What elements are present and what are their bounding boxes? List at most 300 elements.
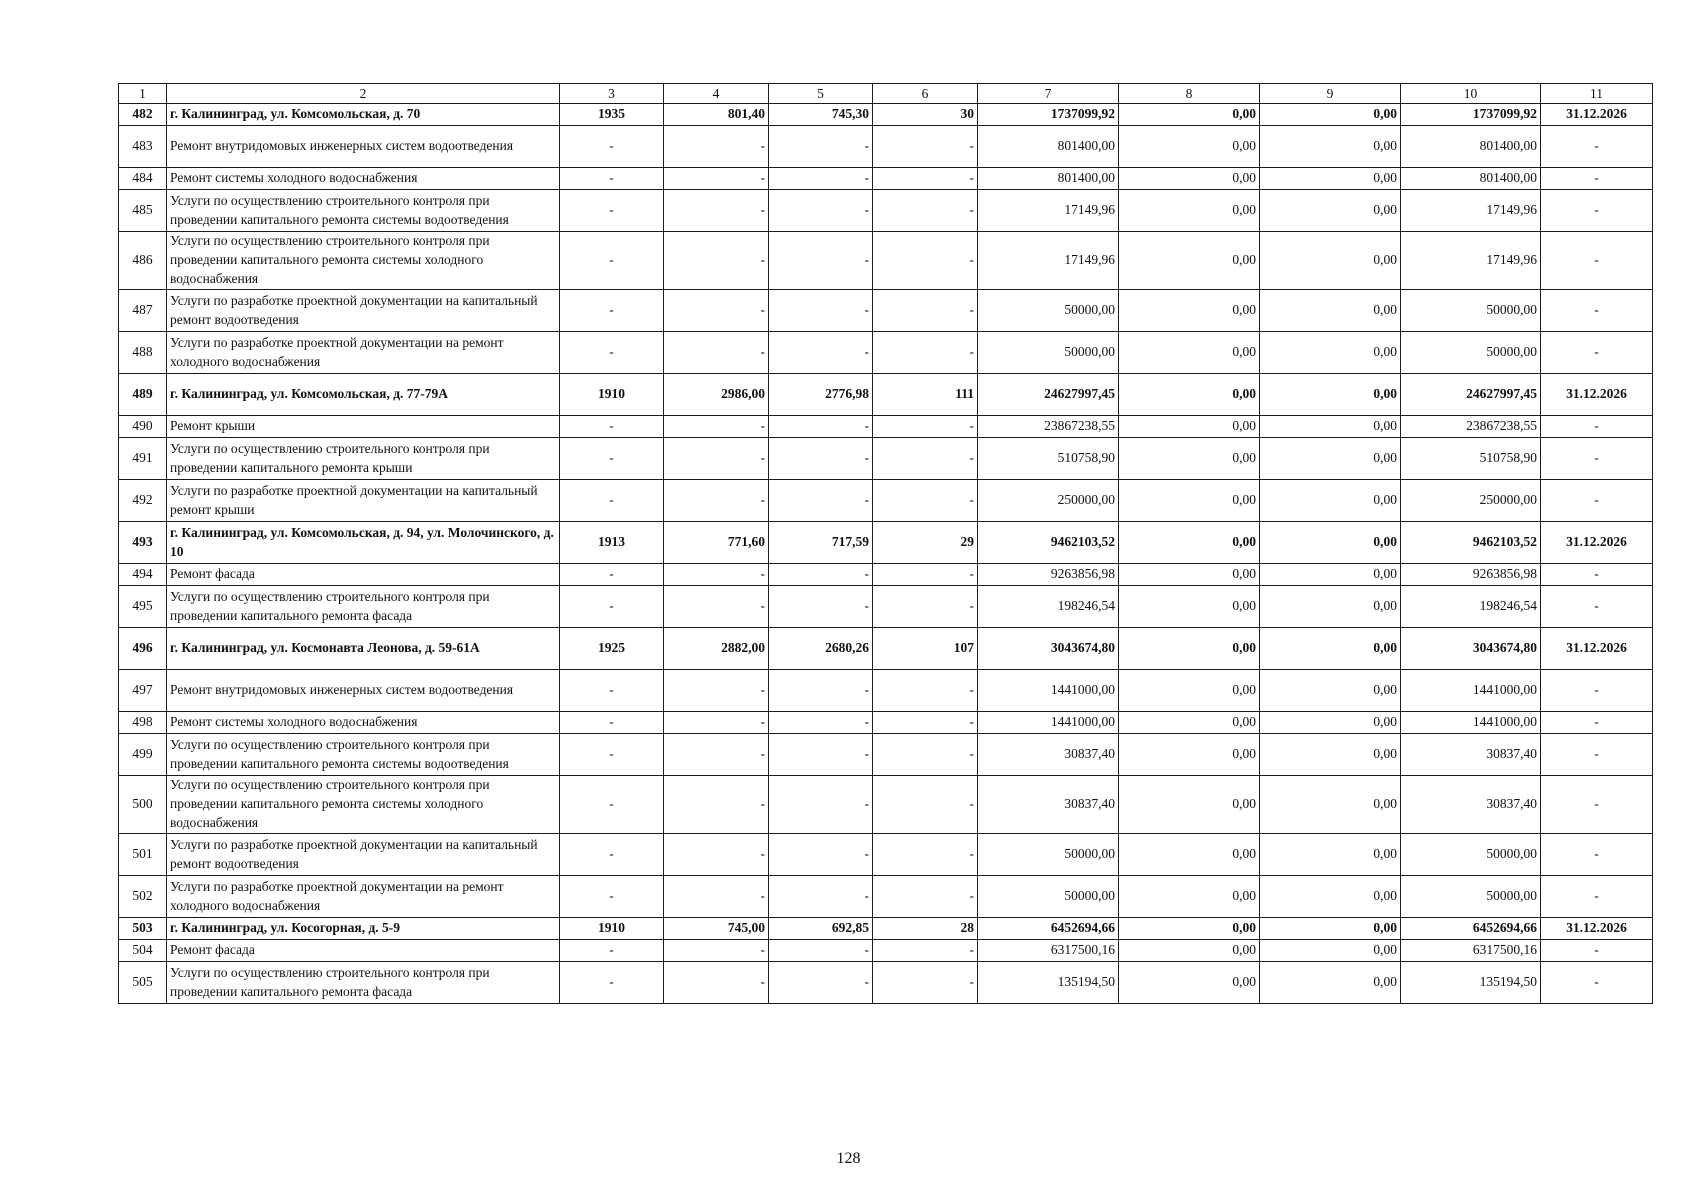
table-body bbox=[119, 84, 1653, 1004]
item-name-cell: Услуги по осуществлению строительного контроля при проведении капитального ремонта фасада bbox=[167, 962, 560, 1004]
col9-cell: 0,00 bbox=[1260, 628, 1401, 670]
col4-cell: - bbox=[664, 670, 769, 712]
row-number-cell: 483 bbox=[119, 126, 167, 168]
col6-cell: - bbox=[873, 670, 978, 712]
col5-cell: - bbox=[769, 776, 873, 834]
item-name-cell: Ремонт фасада bbox=[167, 564, 560, 586]
col8-cell: 0,00 bbox=[1119, 586, 1260, 628]
col3-cell: - bbox=[560, 232, 664, 290]
col9-cell: 0,00 bbox=[1260, 232, 1401, 290]
col4-cell: - bbox=[664, 564, 769, 586]
col7-cell: 30837,40 bbox=[978, 734, 1119, 776]
col10-cell: 50000,00 bbox=[1401, 290, 1541, 332]
col8-cell: 0,00 bbox=[1119, 564, 1260, 586]
col9-cell: 0,00 bbox=[1260, 586, 1401, 628]
col6-cell: 107 bbox=[873, 628, 978, 670]
col11-cell: - bbox=[1541, 586, 1653, 628]
work-item-row bbox=[119, 876, 1653, 918]
col6-cell: - bbox=[873, 290, 978, 332]
col10-cell: 50000,00 bbox=[1401, 834, 1541, 876]
row-number-cell: 491 bbox=[119, 438, 167, 480]
item-name-cell: г. Калининград, ул. Косогорная, д. 5-9 bbox=[167, 918, 560, 940]
col6-cell: - bbox=[873, 126, 978, 168]
col11-cell: - bbox=[1541, 564, 1653, 586]
col5-cell: - bbox=[769, 168, 873, 190]
col5-cell: - bbox=[769, 480, 873, 522]
col4-cell: 801,40 bbox=[664, 104, 769, 126]
col7-cell: 6452694,66 bbox=[978, 918, 1119, 940]
work-item-row bbox=[119, 734, 1653, 776]
col4-cell: - bbox=[664, 290, 769, 332]
col5-cell: - bbox=[769, 834, 873, 876]
page-number: 128 bbox=[836, 1150, 861, 1167]
col4-cell: - bbox=[664, 734, 769, 776]
row-number-cell: 493 bbox=[119, 522, 167, 564]
col3-cell: 1935 bbox=[560, 104, 664, 126]
col8-cell: 0,00 bbox=[1119, 438, 1260, 480]
col9-cell: 0,00 bbox=[1260, 438, 1401, 480]
column-number: 5 bbox=[769, 84, 873, 104]
col6-cell: 111 bbox=[873, 374, 978, 416]
column-number-row bbox=[119, 84, 1653, 104]
item-name-cell: Услуги по разработке проектной документации на ремонт холодного водоснабжения bbox=[167, 876, 560, 918]
col11-cell: - bbox=[1541, 438, 1653, 480]
col7-cell: 17149,96 bbox=[978, 190, 1119, 232]
col10-cell: 9263856,98 bbox=[1401, 564, 1541, 586]
col5-cell: - bbox=[769, 670, 873, 712]
col5-cell: - bbox=[769, 232, 873, 290]
col9-cell: 0,00 bbox=[1260, 374, 1401, 416]
col4-cell: 2986,00 bbox=[664, 374, 769, 416]
col6-cell: 28 bbox=[873, 918, 978, 940]
col9-cell: 0,00 bbox=[1260, 712, 1401, 734]
col3-cell: 1925 bbox=[560, 628, 664, 670]
col9-cell: 0,00 bbox=[1260, 940, 1401, 962]
col3-cell: 1910 bbox=[560, 918, 664, 940]
col8-cell: 0,00 bbox=[1119, 104, 1260, 126]
col6-cell: - bbox=[873, 232, 978, 290]
work-item-row bbox=[119, 168, 1653, 190]
col3-cell: - bbox=[560, 126, 664, 168]
col3-cell: - bbox=[560, 712, 664, 734]
col9-cell: 0,00 bbox=[1260, 776, 1401, 834]
col7-cell: 17149,96 bbox=[978, 232, 1119, 290]
col10-cell: 198246,54 bbox=[1401, 586, 1541, 628]
column-number: 4 bbox=[664, 84, 769, 104]
item-name-cell: Ремонт фасада bbox=[167, 940, 560, 962]
col7-cell: 30837,40 bbox=[978, 776, 1119, 834]
col6-cell: - bbox=[873, 480, 978, 522]
col11-cell: 31.12.2026 bbox=[1541, 522, 1653, 564]
col10-cell: 250000,00 bbox=[1401, 480, 1541, 522]
col9-cell: 0,00 bbox=[1260, 918, 1401, 940]
col4-cell: 745,00 bbox=[664, 918, 769, 940]
work-item-row bbox=[119, 190, 1653, 232]
col5-cell: - bbox=[769, 734, 873, 776]
col11-cell: - bbox=[1541, 776, 1653, 834]
col3-cell: 1910 bbox=[560, 374, 664, 416]
work-item-row bbox=[119, 834, 1653, 876]
col11-cell: - bbox=[1541, 876, 1653, 918]
col5-cell: - bbox=[769, 712, 873, 734]
col11-cell: - bbox=[1541, 670, 1653, 712]
col11-cell: - bbox=[1541, 940, 1653, 962]
col7-cell: 135194,50 bbox=[978, 962, 1119, 1004]
col10-cell: 30837,40 bbox=[1401, 776, 1541, 834]
col8-cell: 0,00 bbox=[1119, 332, 1260, 374]
col4-cell: - bbox=[664, 876, 769, 918]
item-name-cell: Ремонт системы холодного водоснабжения bbox=[167, 712, 560, 734]
col11-cell: - bbox=[1541, 734, 1653, 776]
col5-cell: - bbox=[769, 564, 873, 586]
col3-cell: - bbox=[560, 876, 664, 918]
col3-cell: - bbox=[560, 168, 664, 190]
col7-cell: 9263856,98 bbox=[978, 564, 1119, 586]
item-name-cell: Услуги по осуществлению строительного контроля при проведении капитального ремонта системы водоотведения bbox=[167, 734, 560, 776]
address-row bbox=[119, 374, 1653, 416]
col7-cell: 801400,00 bbox=[978, 126, 1119, 168]
col10-cell: 1441000,00 bbox=[1401, 712, 1541, 734]
column-number: 7 bbox=[978, 84, 1119, 104]
item-name-cell: Услуги по разработке проектной документации на ремонт холодного водоснабжения bbox=[167, 332, 560, 374]
work-item-row bbox=[119, 564, 1653, 586]
col4-cell: - bbox=[664, 480, 769, 522]
col11-cell: - bbox=[1541, 232, 1653, 290]
row-number-cell: 489 bbox=[119, 374, 167, 416]
address-row bbox=[119, 104, 1653, 126]
item-name-cell: Ремонт системы холодного водоснабжения bbox=[167, 168, 560, 190]
work-item-row bbox=[119, 416, 1653, 438]
col11-cell: - bbox=[1541, 962, 1653, 1004]
col8-cell: 0,00 bbox=[1119, 232, 1260, 290]
col6-cell: - bbox=[873, 876, 978, 918]
row-number-cell: 484 bbox=[119, 168, 167, 190]
col3-cell: - bbox=[560, 962, 664, 1004]
col9-cell: 0,00 bbox=[1260, 416, 1401, 438]
col3-cell: - bbox=[560, 332, 664, 374]
col9-cell: 0,00 bbox=[1260, 480, 1401, 522]
col9-cell: 0,00 bbox=[1260, 734, 1401, 776]
item-name-cell: Услуги по разработке проектной документации на капитальный ремонт водоотведения bbox=[167, 290, 560, 332]
item-name-cell: Ремонт внутридомовых инженерных систем водоотведения bbox=[167, 670, 560, 712]
col4-cell: - bbox=[664, 834, 769, 876]
col5-cell: 2776,98 bbox=[769, 374, 873, 416]
col11-cell: - bbox=[1541, 126, 1653, 168]
col5-cell: - bbox=[769, 290, 873, 332]
col10-cell: 6317500,16 bbox=[1401, 940, 1541, 962]
col8-cell: 0,00 bbox=[1119, 712, 1260, 734]
row-number-cell: 495 bbox=[119, 586, 167, 628]
col10-cell: 30837,40 bbox=[1401, 734, 1541, 776]
col7-cell: 9462103,52 bbox=[978, 522, 1119, 564]
col7-cell: 510758,90 bbox=[978, 438, 1119, 480]
work-item-row bbox=[119, 940, 1653, 962]
col10-cell: 1441000,00 bbox=[1401, 670, 1541, 712]
col11-cell: - bbox=[1541, 416, 1653, 438]
col4-cell: - bbox=[664, 416, 769, 438]
col6-cell: 29 bbox=[873, 522, 978, 564]
col3-cell: - bbox=[560, 734, 664, 776]
col8-cell: 0,00 bbox=[1119, 522, 1260, 564]
col10-cell: 6452694,66 bbox=[1401, 918, 1541, 940]
item-name-cell: г. Калининград, ул. Комсомольская, д. 77-79А bbox=[167, 374, 560, 416]
col10-cell: 50000,00 bbox=[1401, 876, 1541, 918]
col10-cell: 135194,50 bbox=[1401, 962, 1541, 1004]
col3-cell: - bbox=[560, 586, 664, 628]
col9-cell: 0,00 bbox=[1260, 290, 1401, 332]
work-item-row bbox=[119, 670, 1653, 712]
col8-cell: 0,00 bbox=[1119, 940, 1260, 962]
col5-cell: - bbox=[769, 586, 873, 628]
row-number-cell: 487 bbox=[119, 290, 167, 332]
col8-cell: 0,00 bbox=[1119, 876, 1260, 918]
row-number-cell: 496 bbox=[119, 628, 167, 670]
col8-cell: 0,00 bbox=[1119, 480, 1260, 522]
col11-cell: 31.12.2026 bbox=[1541, 104, 1653, 126]
column-number: 9 bbox=[1260, 84, 1401, 104]
item-name-cell: Услуги по разработке проектной документации на капитальный ремонт водоотведения bbox=[167, 834, 560, 876]
item-name-cell: Услуги по осуществлению строительного контроля при проведении капитального ремонта фасада bbox=[167, 586, 560, 628]
col11-cell: - bbox=[1541, 190, 1653, 232]
col7-cell: 3043674,80 bbox=[978, 628, 1119, 670]
col8-cell: 0,00 bbox=[1119, 776, 1260, 834]
item-name-cell: г. Калининград, ул. Комсомольская, д. 70 bbox=[167, 104, 560, 126]
item-name-cell: Услуги по осуществлению строительного контроля при проведении капитального ремонта системы водоотведения bbox=[167, 190, 560, 232]
col9-cell: 0,00 bbox=[1260, 670, 1401, 712]
item-name-cell: Ремонт крыши bbox=[167, 416, 560, 438]
col11-cell: 31.12.2026 bbox=[1541, 628, 1653, 670]
col3-cell: - bbox=[560, 480, 664, 522]
col6-cell: - bbox=[873, 586, 978, 628]
col8-cell: 0,00 bbox=[1119, 168, 1260, 190]
col4-cell: - bbox=[664, 332, 769, 374]
col10-cell: 17149,96 bbox=[1401, 232, 1541, 290]
col10-cell: 23867238,55 bbox=[1401, 416, 1541, 438]
column-number: 2 bbox=[167, 84, 560, 104]
col4-cell: - bbox=[664, 940, 769, 962]
col8-cell: 0,00 bbox=[1119, 290, 1260, 332]
work-item-row bbox=[119, 332, 1653, 374]
col11-cell: - bbox=[1541, 332, 1653, 374]
col6-cell: - bbox=[873, 190, 978, 232]
col6-cell: 30 bbox=[873, 104, 978, 126]
column-number: 8 bbox=[1119, 84, 1260, 104]
col8-cell: 0,00 bbox=[1119, 374, 1260, 416]
col6-cell: - bbox=[873, 734, 978, 776]
item-name-cell: Услуги по осуществлению строительного контроля при проведении капитального ремонта крыши bbox=[167, 438, 560, 480]
item-name-cell: Услуги по разработке проектной документации на капитальный ремонт крыши bbox=[167, 480, 560, 522]
col7-cell: 50000,00 bbox=[978, 332, 1119, 374]
col5-cell: 717,59 bbox=[769, 522, 873, 564]
item-name-cell: Услуги по осуществлению строительного контроля при проведении капитального ремонта системы холодного водоснабжения bbox=[167, 776, 560, 834]
col4-cell: - bbox=[664, 232, 769, 290]
col9-cell: 0,00 bbox=[1260, 190, 1401, 232]
col5-cell: - bbox=[769, 190, 873, 232]
address-row bbox=[119, 918, 1653, 940]
row-number-cell: 503 bbox=[119, 918, 167, 940]
col7-cell: 801400,00 bbox=[978, 168, 1119, 190]
row-number-cell: 500 bbox=[119, 776, 167, 834]
col9-cell: 0,00 bbox=[1260, 104, 1401, 126]
col4-cell: - bbox=[664, 962, 769, 1004]
col6-cell: - bbox=[873, 962, 978, 1004]
col5-cell: 2680,26 bbox=[769, 628, 873, 670]
col7-cell: 6317500,16 bbox=[978, 940, 1119, 962]
column-number: 6 bbox=[873, 84, 978, 104]
col11-cell: - bbox=[1541, 290, 1653, 332]
col9-cell: 0,00 bbox=[1260, 522, 1401, 564]
col9-cell: 0,00 bbox=[1260, 876, 1401, 918]
row-number-cell: 505 bbox=[119, 962, 167, 1004]
col10-cell: 24627997,45 bbox=[1401, 374, 1541, 416]
col8-cell: 0,00 bbox=[1119, 734, 1260, 776]
col3-cell: - bbox=[560, 670, 664, 712]
col6-cell: - bbox=[873, 416, 978, 438]
col7-cell: 250000,00 bbox=[978, 480, 1119, 522]
col10-cell: 17149,96 bbox=[1401, 190, 1541, 232]
row-number-cell: 498 bbox=[119, 712, 167, 734]
col11-cell: - bbox=[1541, 834, 1653, 876]
col6-cell: - bbox=[873, 332, 978, 374]
col5-cell: - bbox=[769, 940, 873, 962]
col4-cell: - bbox=[664, 190, 769, 232]
col7-cell: 50000,00 bbox=[978, 834, 1119, 876]
col10-cell: 50000,00 bbox=[1401, 332, 1541, 374]
col3-cell: - bbox=[560, 776, 664, 834]
col6-cell: - bbox=[873, 834, 978, 876]
col9-cell: 0,00 bbox=[1260, 962, 1401, 1004]
col8-cell: 0,00 bbox=[1119, 834, 1260, 876]
col4-cell: - bbox=[664, 712, 769, 734]
col7-cell: 50000,00 bbox=[978, 876, 1119, 918]
col3-cell: - bbox=[560, 290, 664, 332]
row-number-cell: 482 bbox=[119, 104, 167, 126]
column-number: 3 bbox=[560, 84, 664, 104]
col8-cell: 0,00 bbox=[1119, 918, 1260, 940]
col4-cell: - bbox=[664, 168, 769, 190]
col3-cell: - bbox=[560, 940, 664, 962]
address-row bbox=[119, 628, 1653, 670]
item-name-cell: Услуги по осуществлению строительного контроля при проведении капитального ремонта системы холодного водоснабжения bbox=[167, 232, 560, 290]
row-number-cell: 486 bbox=[119, 232, 167, 290]
col3-cell: - bbox=[560, 190, 664, 232]
work-item-row bbox=[119, 586, 1653, 628]
col10-cell: 801400,00 bbox=[1401, 126, 1541, 168]
col9-cell: 0,00 bbox=[1260, 834, 1401, 876]
col4-cell: - bbox=[664, 126, 769, 168]
work-item-row bbox=[119, 126, 1653, 168]
work-item-row bbox=[119, 712, 1653, 734]
col7-cell: 1737099,92 bbox=[978, 104, 1119, 126]
row-number-cell: 504 bbox=[119, 940, 167, 962]
col8-cell: 0,00 bbox=[1119, 416, 1260, 438]
item-name-cell: Ремонт внутридомовых инженерных систем водоотведения bbox=[167, 126, 560, 168]
col11-cell: 31.12.2026 bbox=[1541, 374, 1653, 416]
col4-cell: 771,60 bbox=[664, 522, 769, 564]
row-number-cell: 485 bbox=[119, 190, 167, 232]
col3-cell: - bbox=[560, 416, 664, 438]
col8-cell: 0,00 bbox=[1119, 190, 1260, 232]
col4-cell: - bbox=[664, 438, 769, 480]
item-name-cell: г. Калининград, ул. Космонавта Леонова, д. 59-61А bbox=[167, 628, 560, 670]
work-item-row bbox=[119, 438, 1653, 480]
col7-cell: 1441000,00 bbox=[978, 712, 1119, 734]
work-item-row bbox=[119, 290, 1653, 332]
col5-cell: - bbox=[769, 438, 873, 480]
col8-cell: 0,00 bbox=[1119, 628, 1260, 670]
column-number: 11 bbox=[1541, 84, 1653, 104]
work-item-row bbox=[119, 232, 1653, 290]
row-number-cell: 499 bbox=[119, 734, 167, 776]
col3-cell: - bbox=[560, 564, 664, 586]
col4-cell: - bbox=[664, 776, 769, 834]
row-number-cell: 501 bbox=[119, 834, 167, 876]
row-number-cell: 494 bbox=[119, 564, 167, 586]
col7-cell: 1441000,00 bbox=[978, 670, 1119, 712]
col10-cell: 1737099,92 bbox=[1401, 104, 1541, 126]
col10-cell: 9462103,52 bbox=[1401, 522, 1541, 564]
col5-cell: - bbox=[769, 962, 873, 1004]
column-number: 1 bbox=[119, 84, 167, 104]
col9-cell: 0,00 bbox=[1260, 126, 1401, 168]
row-number-cell: 490 bbox=[119, 416, 167, 438]
col8-cell: 0,00 bbox=[1119, 126, 1260, 168]
col9-cell: 0,00 bbox=[1260, 168, 1401, 190]
col9-cell: 0,00 bbox=[1260, 564, 1401, 586]
col6-cell: - bbox=[873, 776, 978, 834]
work-item-row bbox=[119, 962, 1653, 1004]
row-number-cell: 488 bbox=[119, 332, 167, 374]
col11-cell: - bbox=[1541, 712, 1653, 734]
work-item-row bbox=[119, 776, 1653, 834]
col10-cell: 3043674,80 bbox=[1401, 628, 1541, 670]
col11-cell: - bbox=[1541, 480, 1653, 522]
work-item-row bbox=[119, 480, 1653, 522]
col5-cell: - bbox=[769, 126, 873, 168]
col8-cell: 0,00 bbox=[1119, 962, 1260, 1004]
col6-cell: - bbox=[873, 168, 978, 190]
col4-cell: - bbox=[664, 586, 769, 628]
col7-cell: 24627997,45 bbox=[978, 374, 1119, 416]
col7-cell: 198246,54 bbox=[978, 586, 1119, 628]
col6-cell: - bbox=[873, 940, 978, 962]
row-number-cell: 497 bbox=[119, 670, 167, 712]
col8-cell: 0,00 bbox=[1119, 670, 1260, 712]
col7-cell: 50000,00 bbox=[978, 290, 1119, 332]
col6-cell: - bbox=[873, 438, 978, 480]
col11-cell: 31.12.2026 bbox=[1541, 918, 1653, 940]
capital-repair-table bbox=[118, 83, 1653, 1004]
col5-cell: - bbox=[769, 876, 873, 918]
col5-cell: - bbox=[769, 416, 873, 438]
col5-cell: - bbox=[769, 332, 873, 374]
col10-cell: 801400,00 bbox=[1401, 168, 1541, 190]
address-row bbox=[119, 522, 1653, 564]
item-name-cell: г. Калининград, ул. Комсомольская, д. 94, ул. Молочинского, д. 10 bbox=[167, 522, 560, 564]
col3-cell: 1913 bbox=[560, 522, 664, 564]
col7-cell: 23867238,55 bbox=[978, 416, 1119, 438]
col3-cell: - bbox=[560, 438, 664, 480]
col4-cell: 2882,00 bbox=[664, 628, 769, 670]
col10-cell: 510758,90 bbox=[1401, 438, 1541, 480]
col3-cell: - bbox=[560, 834, 664, 876]
col6-cell: - bbox=[873, 712, 978, 734]
col9-cell: 0,00 bbox=[1260, 332, 1401, 374]
row-number-cell: 492 bbox=[119, 480, 167, 522]
column-number: 10 bbox=[1401, 84, 1541, 104]
col5-cell: 745,30 bbox=[769, 104, 873, 126]
col11-cell: - bbox=[1541, 168, 1653, 190]
